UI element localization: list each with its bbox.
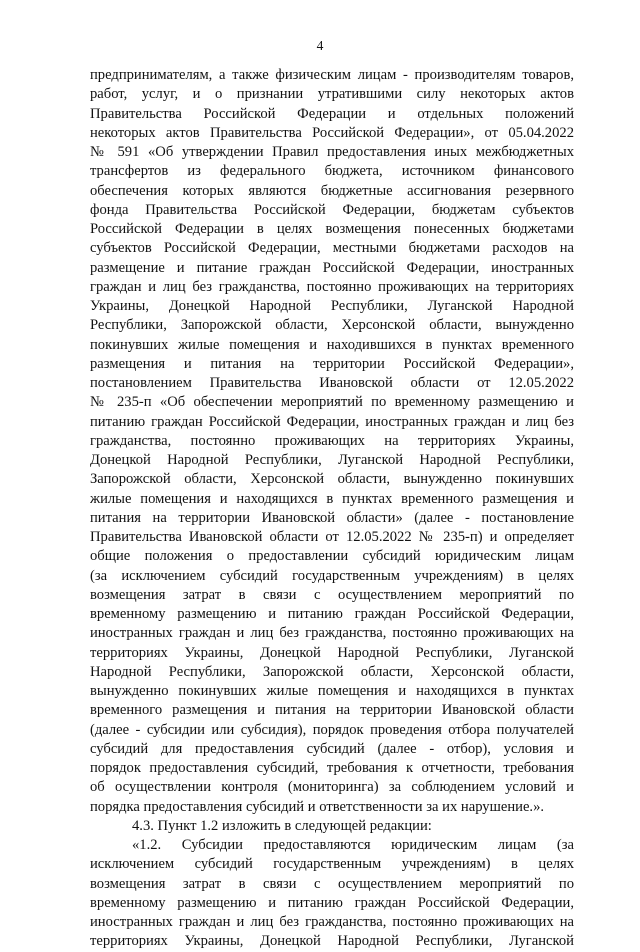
text-line: Правительства Российской Федерации и отдельных положений (90, 105, 574, 122)
text-line: «1.2. Субсидии предоставляются юридическим лицам (за (132, 837, 574, 853)
text-line: постановлением Правительства Ивановской области от 12.05.2022 (90, 375, 574, 391)
text-line: обеспечения которых являются бюджетные ассигнования резервного (90, 182, 574, 199)
text-line: иностранных граждан и лиц без гражданства, постоянно проживающих на (90, 625, 574, 642)
text-line: граждан и лиц без гражданства, постоянно проживающих на территориях (90, 278, 574, 295)
text-line: иностранных граждан и лиц без гражданства, постоянно проживающих на (90, 914, 574, 930)
text-line: трансфертов из федерального бюджета, источником финансового (90, 163, 574, 180)
text-line: порядка предоставления субсидий и ответственности за их нарушение.». (90, 798, 545, 815)
text-line: возмещения затрат в связи с осуществлением мероприятий по (90, 586, 574, 603)
text-line: (далее - субсидии или субсидия), порядок проведения отбора получателей (90, 721, 574, 738)
text-line: Запорожской области, Херсонской области, вынужденно покинувших (90, 471, 574, 488)
text-line: 4.3. Пункт 1.2 изложить в следующей редакции: (132, 817, 432, 834)
text-line: гражданства, постоянно проживающих на территориях Украины, (90, 432, 574, 449)
text-line: порядок предоставления субсидий, требования к отчетности, требования (90, 760, 574, 776)
text-line: № 591 «Об утверждении Правил предоставления иных межбюджетных (90, 144, 574, 160)
text-line: Украины, Донецкой Народной Республики, Луганской Народной (90, 298, 574, 314)
text-line: общие положения о предоставлении субсидий юридическим лицам (90, 548, 574, 565)
text-line: Донецкой Народной Республики, Луганской Народной Республики, (90, 452, 574, 468)
text-line: исключением субсидий государственным учреждениям) в целях (90, 856, 574, 873)
text-line: некоторых актов Правительства Российской Федерации», от 05.04.2022 (90, 124, 574, 141)
text-line: об осуществлении контроля (мониторинга) за соблюдением условий и (90, 779, 574, 796)
text-line: временному размещению и питанию граждан Российской Федерации, (90, 894, 574, 911)
text-line: (за исключением субсидий государственным учреждениям) в целях (90, 567, 574, 584)
text-line: Правительства Ивановской области от 12.05.2022 № 235-п) и определяет (90, 529, 574, 545)
text-line: территориях Украины, Донецкой Народной Республики, Луганской (90, 933, 574, 950)
text-line: Республики, Запорожской области, Херсонской области, вынужденно (90, 317, 574, 334)
text-line: предпринимателям, а также физическим лицам - производителям товаров, (90, 67, 574, 83)
text-line: размещения и питания на территории Российской Федерации», (90, 355, 574, 372)
text-line: жилые помещения и находящихся в пунктах временного размещения и (90, 490, 574, 507)
text-line: Народной Республики, Запорожской области, Херсонской области, (90, 663, 574, 680)
text-line: покинувших жилые помещения и находившихся в пунктах временного (90, 336, 574, 353)
text-line: Российской Федерации в целях возмещения понесенных бюджетами (90, 221, 574, 237)
text-line: работ, услуг, и о признании утратившими силу некоторых актов (90, 86, 574, 103)
text-line: фонда Правительства Российской Федерации, бюджетам субъектов (90, 201, 574, 218)
text-line: субсидий для предоставления субсидий (далее - отбор), условия и (90, 740, 574, 757)
text-line: субъектов Российской Федерации, местными бюджетами расходов на (90, 240, 574, 257)
text-line: возмещения затрат в связи с осуществлением мероприятий по (90, 875, 574, 892)
text-line: питания на территории Ивановской области» (далее - постановление (90, 509, 574, 526)
text-line: вынужденно покинувших жилые помещения и находящихся в пунктах (90, 683, 574, 699)
text-line: временному размещению и питанию граждан Российской Федерации, (90, 606, 574, 622)
text-line: временного размещения и питания на территории Ивановской области (90, 702, 574, 719)
text-line: территориях Украины, Донецкой Народной Республики, Луганской (90, 644, 574, 661)
text-line: № 235-п «Об обеспечении мероприятий по временному размещению и (90, 394, 574, 411)
text-line: питанию граждан Российской Федерации, иностранных граждан и лиц без (90, 413, 574, 430)
text-line: размещение и питание граждан Российской Федерации, иностранных (90, 259, 574, 276)
page-number: 4 (316, 38, 324, 53)
document-body (90, 66, 574, 952)
